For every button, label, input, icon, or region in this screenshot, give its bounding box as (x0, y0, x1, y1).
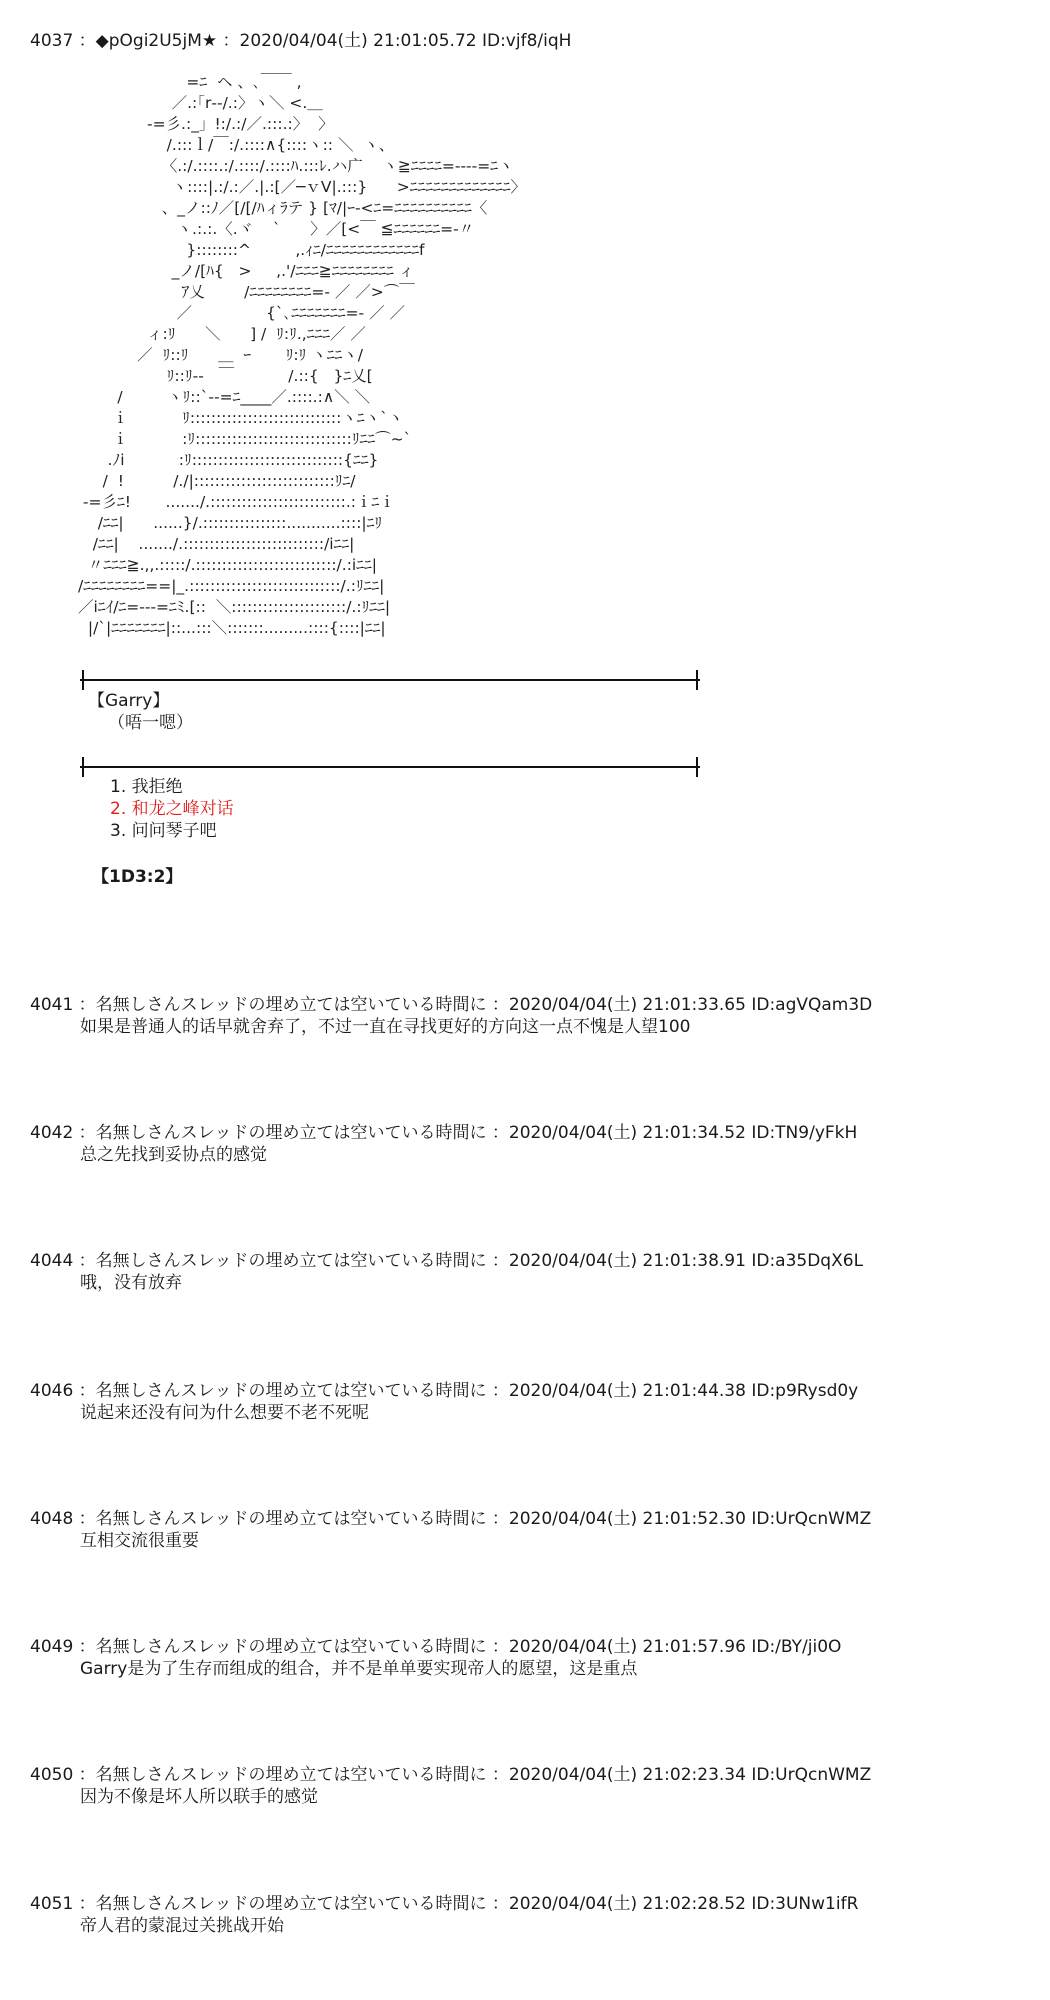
post-body: 总之先找到妥协点的感觉 (80, 1145, 267, 1165)
post-body: 如果是普通人的话早就舍弃了，不过一直在寻找更好的方向这一点不愧是人望100 (80, 1017, 691, 1037)
choice-item: 3. 问问琴子吧 (110, 821, 217, 841)
speaker-name: 【Garry】 (88, 691, 170, 711)
choice-item-selected: 2. 和龙之峰对话 (110, 799, 234, 819)
post-header: 4044 ：名無しさんスレッドの埋め立ては空いている時間に ：2020/04/04(土) 21:01:38.91 ID:a35DqX6L (30, 1251, 864, 1271)
divider-line (80, 766, 700, 768)
choice-item: 1. 我拒绝 (110, 777, 183, 797)
divider-tick-left (82, 757, 84, 777)
post-header: 4048 ：名無しさんスレッドの埋め立ては空いている時間に ：2020/04/04(土) 21:01:52.30 ID:UrQcnWMZ (30, 1509, 872, 1529)
post-body: Garry是为了生存而组成的组合，并不是单单要实现帝人的愿望，这是重点 (80, 1659, 638, 1679)
main-post (30, 30, 1030, 52)
divider-tick-right (696, 757, 698, 777)
reply-post (30, 1508, 1030, 1552)
post-header: 4042 ：名無しさんスレッドの埋め立ては空いている時間に ：2020/04/04(土) 21:01:34.52 ID:TN9/yFkH (30, 1123, 858, 1143)
post-header: 4046 ：名無しさんスレッドの埋め立ては空いている時間に ：2020/04/04(土) 21:01:44.38 ID:p9Rysd0y (30, 1381, 859, 1401)
dice-result: 【1D3:2】 (92, 867, 183, 887)
post-header: 4049 ：名無しさんスレッドの埋め立ては空いている時間に ：2020/04/04(土) 21:01:57.96 ID:/BY/ji0O (30, 1637, 842, 1657)
post-body: 因为不像是坏人所以联手的感觉 (80, 1787, 318, 1807)
divider-tick-right (696, 670, 698, 690)
ascii-art: =ﾆ ヘ 、､￣￣ , ／.:｢r‐‐/.:〉ヽ＼ <.＿ -=彡.:_」!:/.:/／.:::.:〉 〉 /.:::ｌ/￣:/.::::∧{::::ヽ:: ＼ ヽ、 〈.:/.::::.:/.::::/.::::ﾊ.:::ﾚ.ハ广 ヽ≧ﾆﾆﾆﾆ=‐‐‐‐=ﾆヽ ヽ::::|.:/.:／.|.:[／─ｖV|.:::} >ﾆﾆﾆﾆﾆﾆﾆﾆﾆﾆﾆﾆﾆ〉 、_ノ::ﾉ／[/[/ﾊィﾗテ } [ﾏ/|ｰ‐<ﾆ=ﾆﾆﾆﾆﾆﾆﾆﾆﾆﾆ〈 ヽ.:.:.〈.ヾ ` 〉／[<￣ ≦ﾆﾆﾆﾆﾆﾆ=‐〃 }::::::::^ ,.ｨﾆ/ﾆﾆﾆﾆﾆﾆﾆﾆﾆﾆﾆﾆf _ノ/[ﾊ{ > ,.'/ﾆﾆﾆ≧ﾆﾆﾆﾆﾆﾆﾆﾆ ィ ｱ乂 /ﾆﾆﾆﾆﾆﾆﾆﾆ=‐ ／ ／>⌒￣ ／ {`､ﾆﾆﾆﾆﾆﾆﾆ=‐ ／ ／ ィ:ﾘ ＼ ] / ﾘ:ﾘ.,ﾆﾆﾆ／ ／ ／ ﾘ::ﾘ ＿ ｰ ﾘ:ﾘ ヽﾆﾆヽ/ ﾘ::ﾘ‐‐ ￣ /.::{ }ﾆ乂[ / ヽﾘ::`‐‐=ﾆ____／.::::.:∧＼ ＼ ｉ ﾘ:::::::::::::::::::::::::::::ヽﾆヽ`ヽ ｉ :ﾘ::::::::::::::::::::::::::::::ﾘﾆﾆ⌒~` .ﾉi :ﾘ:::::::::::::::::::::::::::::{ﾆﾆ} / ! /./|:::::::::::::::::::::::::::ﾘﾆ/ -=彡ﾆ! ......./.::::::::::::::::::::::::::.:ｉﾆｉ /ﾆﾆ| ......}/.::::::::::::::::...........::::|ﾆﾘ /ﾆﾆ| ......./.:::::::::::::::::::::::::::/iﾆﾆ| 〃ﾆﾆﾆ≧.,,.:::::/.:::::::::::::::::::::::::::/.:iﾆﾆ| /ﾆﾆﾆﾆﾆﾆﾆﾆ==|_.:::::::::::::::::::::::::::::/.:ﾘﾆﾆ| ／iﾆｲ/ﾆ=‐‐‐=ﾆﾐ.[:: ＼::::::::::::::::::::::/.:ﾘﾆﾆ| |/`|ﾆﾆﾆﾆﾆﾆﾆ|::...:::＼:::::::.........::::{::::|ﾆﾆ| (78, 73, 527, 637)
choice-list (110, 776, 234, 842)
reply-post (30, 1764, 1030, 1808)
reply-post (30, 994, 1030, 1038)
post-header: 4041 ：名無しさんスレッドの埋め立ては空いている時間に ：2020/04/04(土) 21:01:33.65 ID:agVQam3D (30, 995, 873, 1015)
reply-post (30, 1380, 1030, 1424)
divider-rule (80, 757, 700, 777)
reply-post (30, 1122, 1030, 1166)
post-header: 4051 ：名無しさんスレッドの埋め立ては空いている時間に ：2020/04/04(土) 21:02:28.52 ID:3UNw1ifR (30, 1894, 859, 1914)
divider-rule (80, 670, 700, 690)
post-body: 哦，没有放弃 (80, 1273, 182, 1293)
post-body: 帝人君的蒙混过关挑战开始 (80, 1916, 284, 1936)
post-header: 4050 ：名無しさんスレッドの埋め立ては空いている時間に ：2020/04/04(土) 21:02:23.34 ID:UrQcnWMZ (30, 1765, 872, 1785)
post-header: 4037 ：◆pOgi2U5jM★ ：2020/04/04(土) 21:01:05.72 ID:vjf8/iqH (30, 31, 572, 51)
post-body: 说起来还没有问为什么想要不老不死呢 (80, 1403, 369, 1423)
divider-line (80, 679, 700, 681)
reply-post (30, 1893, 1030, 1937)
post-body: 互相交流很重要 (80, 1531, 199, 1551)
reply-post (30, 1636, 1030, 1680)
reply-post (30, 1250, 1030, 1294)
divider-tick-left (82, 670, 84, 690)
speech-text: （唔一嗯） (108, 713, 193, 733)
